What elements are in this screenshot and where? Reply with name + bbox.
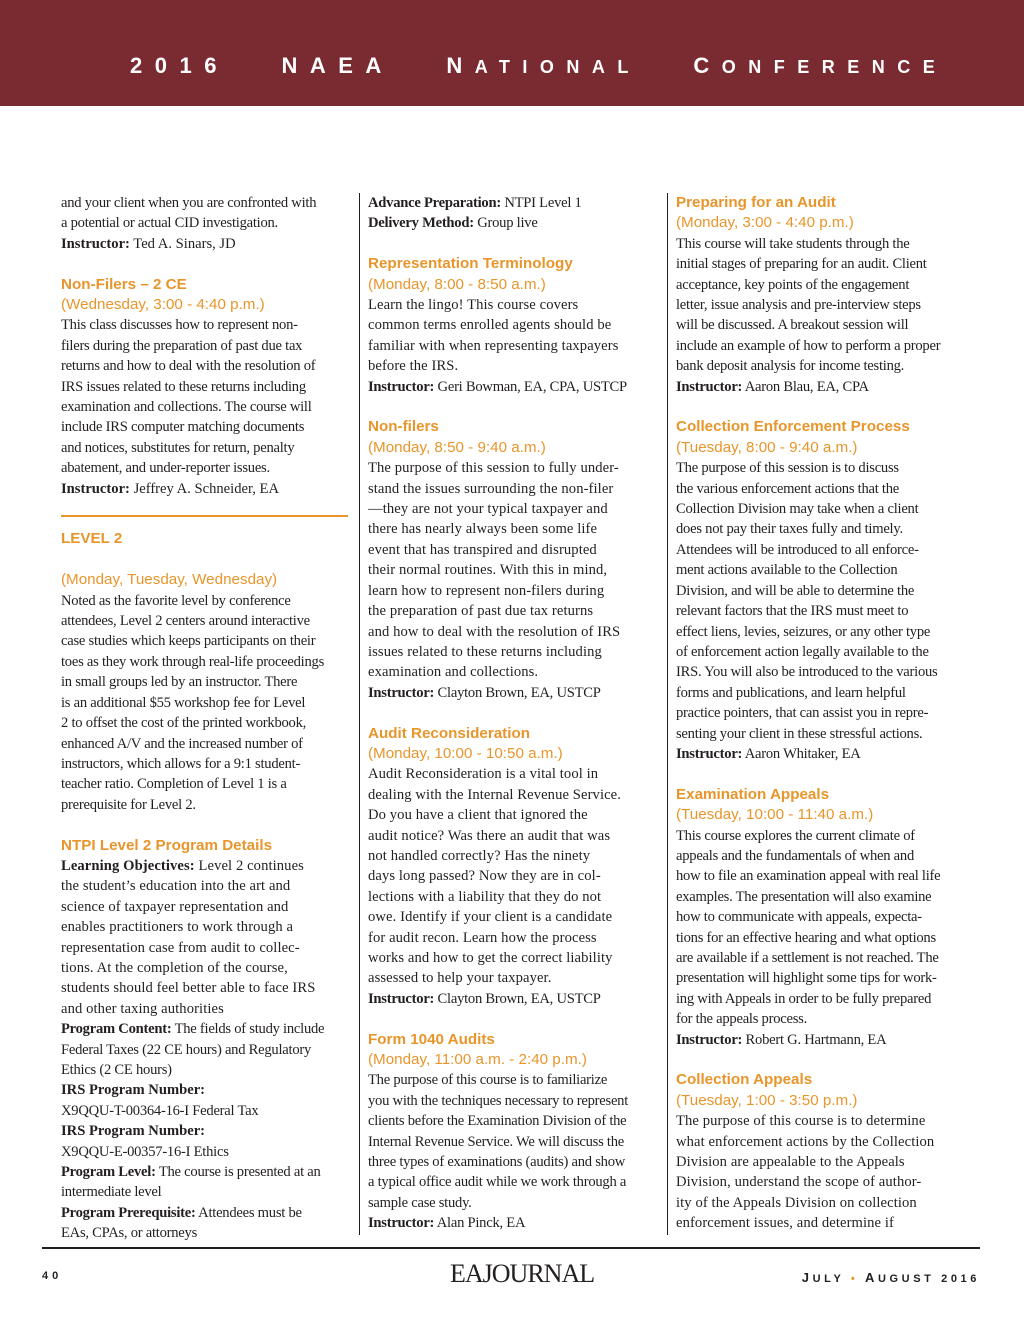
session-title: Form 1040 Audits (368, 1030, 495, 1048)
column-3 (676, 193, 968, 1254)
session-form-1040-audits: Form 1040 Audits (Monday, 11:00 a.m. - 2:40 p.m.) The purpose of this course is to familiarize you with the techniques necessary to represent clients before the Examination Division of the Internal Revenue Service. We will discuss the three types of examinations (audits) and show a typical office audit while we work through a sample case study. Instructor: Alan Pinck, EA (368, 1030, 658, 1234)
session-time: (Monday, 8:00 - 8:50 a.m.) (368, 275, 546, 293)
ea-journal-logo: EAJOURNAL (450, 1259, 595, 1288)
session-title: Collection Appeals (676, 1071, 813, 1089)
session-time: (Monday, 10:00 - 10:50 a.m.) (368, 744, 563, 762)
session-collection-enforcement: Collection Enforcement Process (Tuesday, 8:00 - 9:40 a.m.) The purpose of this session is to discuss the various enforcement actions that the Collection Division may take when a client does not pay their taxes fully and timely. Attendees will be introduced to all enforce- ment actions available to the Collection Division, and will be able to determine the relevant factors that the IRS must meet to effect liens, levies, seizures, or any other type of enforcement action legally available to the IRS. You will also be introduced to the various forms and publications, and learn helpful practice pointers, that can assist you in repre- senting your client in these stressful actions. Instructor: Aaron Whitaker, EA (676, 417, 968, 764)
session-audit-reconsideration: Audit Reconsideration (Monday, 10:00 - 10:50 a.m.) Audit Reconsideration is a vital tool in dealing with the Internal Revenue Service. Do you have a client that ignored the audit notice? Was there an audit that was not handled correctly? Has the ninety days long passed? Now they are in col- lections with a liability that they do not owe. Identify if your client is a candidate for audit recon. Learn how the process works and how to get the correct liability assessed to help your taxpayer. Instructor: Clayton Brown, EA, USTCP (368, 724, 658, 1010)
session-title: Audit Reconsideration (368, 724, 531, 742)
session-time: (Monday, 11:00 a.m. - 2:40 p.m.) (368, 1051, 587, 1068)
issue-date: JULY • AUGUST 2016 (801, 1270, 980, 1285)
column-divider (667, 193, 668, 1235)
session-non-filers-2ce: Non-Filers – 2 CE (Wednesday, 3:00 - 4:40 p.m.) This class discusses how to represent non- filers during the preparation of past due tax returns and how to deal with the resolution of IRS issues related to these returns including examination and collections. The course will include IRS computer matching documents and notices, substitutes for return, penalty abatement, and under-reporter issues. Instructor: Jeffrey A. Schneider, EA (61, 275, 351, 499)
session-title: Examination Appeals (676, 785, 830, 803)
page-number: 40 (42, 1270, 63, 1282)
footer-divider (42, 1247, 980, 1249)
session-time: (Wednesday, 3:00 - 4:40 p.m.) (61, 296, 265, 314)
column-divider (359, 193, 360, 1235)
session-representation-terminology: Representation Terminology (Monday, 8:00 - 8:50 a.m.) Learn the lingo! This course covers common terms enrolled agents should be familiar with when representing taxpayers before the IRS. Instructor: Geri Bowman, EA, CPA, USTCP (368, 254, 658, 397)
session-non-filers: Non-filers (Monday, 8:50 - 9:40 a.m.) The purpose of this session to fully under- stand the issues surrounding the non-filer —they are not your typical taxpayer and there has nearly always been some life event that has transpired and disrupted their normal routines. With this in mind, learn how to represent non-filers during the preparation of past due tax returns and how to deal with the resolution of IRS issues related to these returns including examination and collections. Instructor: Clayton Brown, EA, USTCP (368, 417, 658, 703)
session-examination-appeals: Examination Appeals (Tuesday, 10:00 - 11:40 a.m.) This course explores the current climate of appeals and the fundamentals of when and how to file an examination appeal with real life examples. The presentation will also examine how to communicate with appeals, expecta- tions for an effective hearing and what options are available if a settlement is not reached. The presentation will highlight some tips for work- ing with Appeals in order to be fully prepared for the appeals process. Instructor: Robert G. Hartmann, EA (676, 785, 968, 1050)
header-banner (0, 0, 1024, 106)
level-2-description: (Monday, Tuesday, Wednesday) Noted as the favorite level by conference attendees, Level 2 centers around interactive case studies which keeps participants on their toes as they work through real-life proceedings in small groups led by an instructor. There is an additional $55 workshop fee for Level 2 to offset the cost of the printed workbook, enhanced A/V and the increased number of instructors, which allows for a 9:1 student- teacher ratio. Completion of Level 1 is a prerequisite for Level 2. (61, 570, 351, 815)
column-1 (61, 193, 351, 1264)
column-2 (368, 193, 658, 1254)
session-time: (Monday, 3:00 - 4:40 p.m.) (676, 214, 854, 232)
level-title: LEVEL 2 (61, 530, 123, 548)
session-title: Non-Filers – 2 CE (61, 275, 187, 293)
conference-title: 2016 NAEA NATIONAL CONFERENCE (130, 53, 948, 78)
level-time: (Monday, Tuesday, Wednesday) (61, 571, 278, 589)
session-time: (Monday, 8:50 - 9:40 a.m.) (368, 438, 546, 456)
session-time: (Tuesday, 1:00 - 3:50 p.m.) (676, 1091, 858, 1109)
session-collection-appeals: Collection Appeals (Tuesday, 1:00 - 3:50 p.m.) The purpose of this course is to determine what enforcement actions by the Collection Division are appealable to the Appeals Division, understand the scope of author- ity of the Appeals Division on collection enforcement issues, and determine if (676, 1070, 968, 1233)
separator-dot: • (850, 1273, 859, 1285)
session-title: Preparing for an Audit (676, 194, 836, 211)
intro-section: and your client when you are confronted with a potential or actual CID investigation. Instructor: Ted A. Sinars, JD (61, 195, 317, 252)
session-time: (Tuesday, 8:00 - 9:40 a.m.) (676, 438, 858, 456)
session-time: (Tuesday, 10:00 - 11:40 a.m.) (676, 806, 874, 824)
session-title: Collection Enforcement Process (676, 418, 910, 436)
level-prerequisites: Advance Preparation: NTPI Level 1 Delivery Method: Group live (368, 195, 582, 232)
level-divider (61, 515, 348, 517)
session-preparing-for-audit: Preparing for an Audit (Monday, 3:00 - 4:40 p.m.) This course will take students through the initial stages of preparing for an audit. Client acceptance, key points of the engagement letter, issue analysis and pre-interview steps will be discussed. A breakout session will include an example of how to perform a proper bank deposit analysis for income testing. Instructor: Aaron Blau, EA, CPA (676, 193, 968, 397)
program-details: NTPI Level 2 Program Details Learning Objectives: Level 2 continues the student’s education into the art and science of taxpayer representation and enables practitioners to work through a representation case from audit to collec- tions. At the completion of the course, students should feel better able to face IRS and other taxing authorities Program Content: The fields of study include Federal Taxes (22 CE hours) and Regulatory Ethics (2 CE hours) IRS Program Number: X9QQU-T-00364-16-I Federal Tax IRS Program Number: X9QQU-E-00357-16-I Ethics Program Level: The course is presented at an intermediate level Program Prerequisite: Attendees must be EAs, CPAs, or attorneys (61, 836, 351, 1244)
session-title: Representation Terminology (368, 255, 573, 273)
session-title: Non-filers (368, 418, 439, 436)
section-title: NTPI Level 2 Program Details (61, 836, 273, 854)
